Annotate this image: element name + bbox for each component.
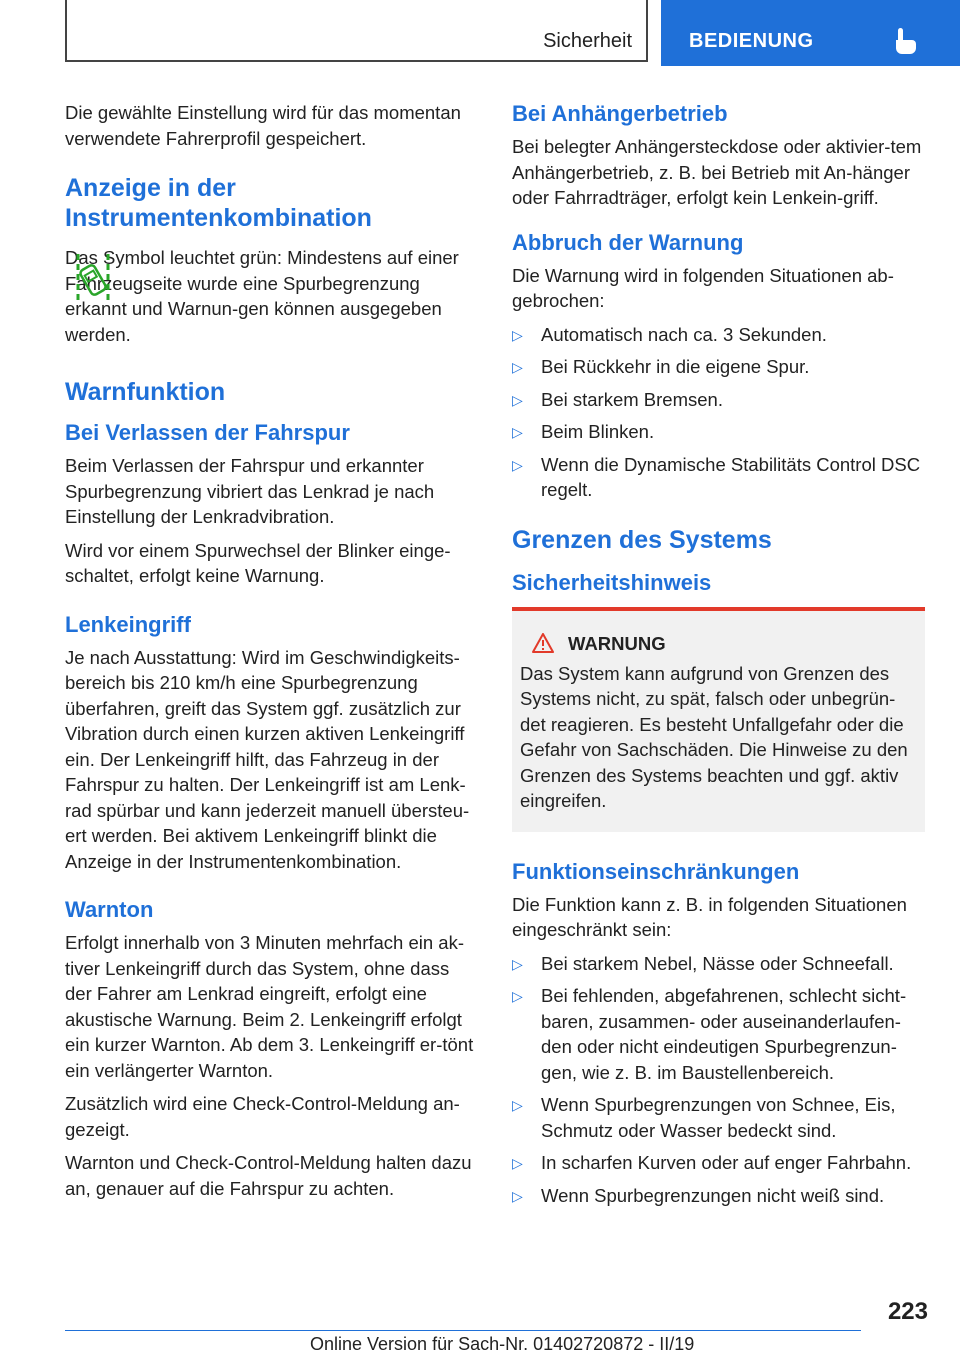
intro-paragraph: Die gewählte Einstellung wird für das momentan verwendete Fahrerprofil gespeichert. bbox=[65, 102, 461, 149]
list-item: ▷ Bei fehlenden, abgefahrenen, schlecht sicht-baren, zusammen- oder auseinanderlaufen-den oder nicht eindeutigen Spurbegrenzun-gen, wie z. B. im Baustellenbereich. bbox=[512, 985, 907, 1083]
list-item: ▷ In scharfen Kurven oder auf enger Fahrbahn. bbox=[512, 1150, 925, 1176]
triangle-bullet-icon: ▷ bbox=[512, 1187, 523, 1204]
list-item: ▷ Bei Rückkehr in die eigene Spur. bbox=[512, 354, 925, 380]
triangle-bullet-icon: ▷ bbox=[512, 424, 523, 440]
list-item: ▷ Wenn Spurbegrenzungen nicht weiß sind. bbox=[512, 1183, 925, 1209]
list-item: ▷ Beim Blinken. bbox=[512, 419, 925, 445]
triangle-bullet-icon: ▷ bbox=[512, 326, 523, 343]
heading-abbruch: Abbruch der Warnung bbox=[512, 229, 744, 255]
lane-assist-icon bbox=[75, 250, 111, 308]
pointing-hand-icon bbox=[889, 26, 919, 56]
section-tab bbox=[65, 0, 648, 62]
right-column bbox=[512, 100, 925, 1215]
chapter-tab bbox=[661, 0, 960, 66]
footer-text: Online Version für Sach-Nr. 01402720872 - II/19 bbox=[310, 1334, 695, 1354]
warnton-paragraph-1: Erfolgt innerhalb von 3 Minuten mehrfach ein ak-tiver Lenkeingriff durch das System, ohne dass der Fahrer am Lenkrad eingreift, erfolgt eine akustische Warnung. Beim 2. Lenkeingriff erfolgt ein kurzer Warnton. Ab dem 3. Lenkeingriff er-tönt ein verlängerter Warnton. bbox=[65, 932, 474, 1081]
heading-sicherheitshinweis: Sicherheitshinweis bbox=[512, 569, 712, 595]
list-item: ▷ Bei starkem Nebel, Nässe oder Schneefall. bbox=[512, 951, 925, 977]
triangle-bullet-icon: ▷ bbox=[512, 359, 523, 375]
abbruch-paragraph: Die Warnung wird in folgenden Situationen ab-gebrochen: bbox=[512, 264, 894, 311]
funktion-list bbox=[512, 951, 925, 1209]
triangle-bullet-icon: ▷ bbox=[512, 1097, 523, 1113]
anzeige-text: Das Symbol leuchtet grün: Mindestens auf einer Fahrzeugseite wurde eine Spurbegrenzung erkannt und Warnun-gen können ausgegeben werden. bbox=[65, 247, 459, 345]
abbruch-list bbox=[512, 322, 925, 503]
section-label: Sicherheit bbox=[543, 30, 632, 52]
warning-title: WARNUNG bbox=[520, 633, 917, 655]
list-item: ▷ Wenn die Dynamische Stabilitäts Control DSC regelt. bbox=[512, 453, 921, 500]
verlassen-paragraph-2: Wird vor einem Spurwechsel der Blinker einge-schaltet, erfolgt keine Warnung. bbox=[65, 539, 451, 586]
warning-triangle-icon bbox=[532, 633, 554, 653]
triangle-bullet-icon: ▷ bbox=[512, 1155, 523, 1171]
heading-anzeige: Anzeige in der Instrumentenkombination bbox=[65, 174, 372, 232]
heading-warnfunktion: Warnfunktion bbox=[65, 378, 226, 406]
warnton-paragraph-3: Warnton und Check-Control-Meldung halten dazu an, genauer auf die Fahrspur zu achten. bbox=[65, 1152, 472, 1199]
page-number: 223 bbox=[887, 1298, 928, 1325]
warnton-paragraph-2: Zusätzlich wird eine Check-Control-Meldung an-gezeigt. bbox=[65, 1093, 460, 1140]
warning-box bbox=[512, 607, 925, 832]
verlassen-paragraph-1: Beim Verlassen der Fahrspur und erkannter Spurbegrenzung vibriert das Lenkrad je nach Einstellung der Lenkradvibration. bbox=[65, 455, 435, 527]
triangle-bullet-icon: ▷ bbox=[512, 988, 523, 1004]
heading-anhaenger: Bei Anhängerbetrieb bbox=[512, 101, 728, 126]
page-header bbox=[65, 0, 960, 66]
triangle-bullet-icon: ▷ bbox=[512, 955, 523, 972]
heading-funktion: Funktionseinschränkungen bbox=[512, 858, 800, 884]
heading-grenzen: Grenzen des Systems bbox=[512, 525, 772, 554]
funktion-paragraph: Die Funktion kann z. B. in folgenden Situationen eingeschränkt sein: bbox=[512, 893, 907, 940]
heading-warnton: Warnton bbox=[65, 897, 154, 922]
triangle-bullet-icon: ▷ bbox=[512, 391, 523, 408]
anhaenger-paragraph: Bei belegter Anhängersteckdose oder aktivier-tem Anhängerbetrieb, z. B. bei Betrieb mit An-hänger oder Fahrradträger, erfolgt kein Lenkein-griff. bbox=[512, 136, 922, 208]
left-column bbox=[65, 100, 478, 1209]
heading-lenkeingriff: Lenkeingriff bbox=[65, 611, 191, 637]
lenkeingriff-paragraph: Je nach Ausstattung: Wird im Geschwindigkeits-bereich bis 210 km/h eine Spurbegrenzung überfahren, greift das System ggf. zusätzlich zur Vibration durch einen kurzen aktiven Lenkeingriff ein. Der Lenkeingriff hilft, das Fahrzeug in der Fahrspur zu halten. Der Lenkeingriff ist am Lenk-rad spürbar und kann jederzeit manuell übersteu-ert werden. Bei aktivem Lenkeingriff blinkt die Anzeige in der Instrumentenkombination. bbox=[65, 646, 470, 872]
lane-indicator-block bbox=[65, 245, 478, 347]
footer-divider bbox=[65, 1330, 861, 1331]
list-item: ▷ Bei starkem Bremsen. bbox=[512, 387, 925, 413]
list-item: ▷ Automatisch nach ca. 3 Sekunden. bbox=[512, 322, 925, 348]
triangle-bullet-icon: ▷ bbox=[512, 456, 523, 473]
list-item: ▷ Wenn Spurbegrenzungen von Schnee, Eis, Schmutz oder Wasser bedeckt sind. bbox=[512, 1094, 896, 1141]
heading-verlassen: Bei Verlassen der Fahrspur bbox=[65, 420, 350, 445]
warning-text: Das System kann aufgrund von Grenzen des Systems nicht, zu spät, falsch oder unbegrün-det reagieren. Es besteht Unfallgefahr oder die Gefahr von Sachschäden. Die Hinweise zu den Grenzen des Systems beachten und ggf. aktiv eingreifen. bbox=[520, 662, 908, 811]
chapter-label: BEDIENUNG bbox=[689, 30, 814, 52]
